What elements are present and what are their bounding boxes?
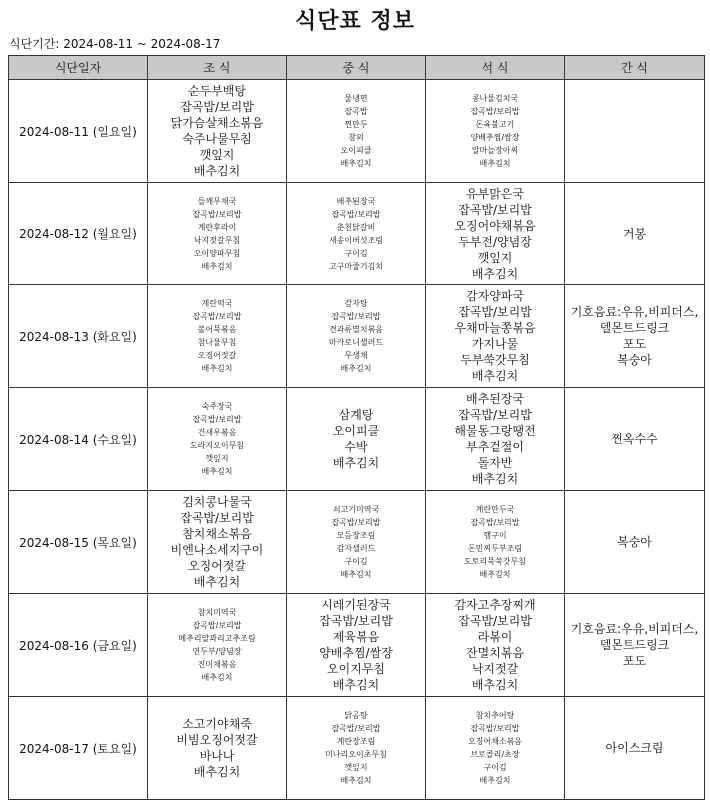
menu-item: 건새우볶음: [197, 428, 237, 437]
lunch-menu: [289, 407, 423, 471]
menu-item: 배추김치: [471, 472, 519, 486]
table-row: [9, 697, 705, 800]
lunch-menu: [289, 503, 423, 581]
menu-item: 숙주장국: [201, 402, 233, 411]
breakfast-cell: [148, 285, 287, 388]
page-title: 식단표 정보: [295, 9, 415, 34]
header-row: [9, 56, 705, 80]
menu-item: 계란떡국: [201, 299, 233, 308]
dinner-cell: [426, 491, 565, 594]
menu-item: 견과류멸치볶음: [328, 325, 384, 334]
dinner-menu: [428, 92, 562, 170]
header-date: 식단일자: [9, 56, 148, 80]
breakfast-menu: [150, 297, 284, 375]
menu-item: 제육볶음: [332, 630, 380, 644]
lunch-cell: [287, 285, 426, 388]
menu-item: 부추겉절이: [466, 440, 524, 454]
menu-item: 잡곡밥/보리밥: [192, 621, 242, 630]
menu-item: 쇠고기미역국: [332, 505, 380, 514]
menu-item: 배추된장국: [466, 392, 524, 406]
date-cell: 2024-08-17 (토요일): [9, 697, 148, 800]
menu-item: 도라지오이무침: [189, 441, 245, 450]
menu-item: 수박: [344, 440, 368, 454]
menu-item: 잡곡밥/보리밥: [458, 408, 532, 422]
menu-item: 진미채볶음: [197, 660, 237, 669]
menu-item: 잡곡밥/보리밥: [180, 100, 254, 114]
menu-item: 잡곡밥: [344, 107, 368, 116]
menu-item: 오징어채소볶음: [467, 737, 523, 746]
dinner-menu: [428, 391, 562, 487]
dinner-cell: [426, 697, 565, 800]
snack-item: 기호음료:우유,비피더스,: [570, 305, 699, 319]
breakfast-cell: [148, 594, 287, 697]
dinner-cell: [426, 388, 565, 491]
table-row: [9, 183, 705, 285]
menu-item: 물냉면: [344, 94, 368, 103]
lunch-menu: [289, 709, 423, 787]
meal-plan-table: [8, 55, 705, 800]
menu-item: 잡곡밥/보리밥: [331, 209, 381, 219]
snack-menu: [567, 431, 702, 447]
menu-item: 배추김치: [340, 364, 372, 373]
breakfast-menu: [150, 494, 284, 590]
snack-cell: [565, 388, 705, 491]
menu-item: 잡곡밥/보리밥: [192, 209, 242, 219]
lunch-cell: [287, 80, 426, 183]
menu-item: 두부쑥갓무침: [460, 353, 530, 367]
menu-item: 잡곡밥/보리밥: [458, 614, 532, 628]
menu-item: 배추김치: [471, 369, 519, 383]
menu-item: 들깨무채국: [197, 196, 237, 206]
menu-item: 참외: [348, 133, 364, 142]
menu-item: 콩나물김치국: [471, 94, 519, 103]
menu-item: 순두부백탕: [188, 84, 246, 98]
date-cell: 2024-08-13 (화요일): [9, 285, 148, 388]
snack-item: 포도: [622, 654, 647, 668]
table-row: [9, 491, 705, 594]
snack-menu: [567, 621, 702, 669]
menu-item: 오이피클: [340, 146, 372, 155]
snack-item: 기호음료:우유,비피더스,: [570, 622, 699, 636]
breakfast-menu: [150, 400, 284, 478]
menu-item: 오이피클: [332, 424, 380, 438]
menu-item: 계란만두국: [475, 505, 515, 514]
menu-item: 우채마늘쫑볶음: [454, 321, 536, 335]
menu-item: 연두부/양념장: [192, 647, 242, 656]
snack-item: 아이스크림: [605, 741, 664, 755]
menu-item: 유부맑은국: [466, 186, 524, 201]
menu-item: 감자고추장찌개: [454, 598, 536, 612]
menu-item: 메추리알꽈리고추조림: [178, 634, 256, 643]
dinner-menu: [428, 288, 562, 384]
dinner-cell: [426, 183, 565, 285]
header-dinner: 석 식: [426, 56, 565, 80]
menu-item: 잡곡밥/보리밥: [331, 724, 381, 733]
lunch-cell: [287, 388, 426, 491]
menu-item: 도토리묵쑥갓무침: [464, 557, 526, 566]
menu-item: 오징어젓갈: [197, 351, 237, 360]
menu-item: 두부전/양념장: [458, 234, 532, 249]
menu-item: 오징어젓갈: [188, 559, 246, 573]
menu-item: 참치채소볶음: [182, 527, 252, 541]
snack-cell: [565, 80, 705, 183]
table-body: [9, 80, 705, 800]
table-row: [9, 594, 705, 697]
snack-item: 델몬트드링크: [599, 321, 670, 335]
table-row: [9, 285, 705, 388]
snack-item: 포도: [622, 337, 647, 351]
snack-item: 복숭아: [617, 535, 652, 549]
snack-item: 복숭아: [617, 353, 652, 367]
dinner-menu: [428, 709, 562, 787]
menu-item: 오징어야채볶음: [454, 218, 536, 233]
menu-item: 깻잎지: [199, 148, 235, 162]
menu-item: 배추김치: [201, 673, 233, 682]
snack-item: 델몬트드링크: [599, 638, 670, 652]
menu-item: 감자양파국: [466, 289, 524, 303]
breakfast-menu: [150, 195, 284, 273]
menu-item: 비빔오징어젓갈: [176, 733, 258, 747]
date-cell: 2024-08-12 (월요일): [9, 183, 148, 285]
menu-item: 가지나물: [471, 337, 519, 351]
lunch-menu: [289, 195, 423, 273]
menu-item: 고구마줄기김치: [328, 261, 384, 271]
menu-item: 배추김치: [201, 261, 233, 271]
menu-item: 잡곡밥/보리밥: [470, 518, 520, 527]
menu-item: 배추된장국: [336, 196, 376, 206]
header-breakfast: 조 식: [148, 56, 287, 80]
menu-item: 닭가슴살채소볶음: [170, 116, 264, 130]
menu-item: 깻잎지: [205, 454, 229, 463]
date-cell: 2024-08-15 (목요일): [9, 491, 148, 594]
menu-item: 비엔나소세지구이: [170, 543, 264, 557]
header-lunch: 중 식: [287, 56, 426, 80]
date-cell: 2024-08-16 (금요일): [9, 594, 148, 697]
menu-item: 낙지젓갈: [471, 662, 519, 676]
menu-item: 오이지무침: [327, 662, 385, 676]
menu-item: 찐만두: [344, 120, 368, 129]
menu-item: 오이양파무침: [193, 248, 241, 258]
menu-item: 해물동그랑땡전: [454, 424, 536, 438]
menu-item: 삼계탕: [338, 408, 374, 422]
snack-menu: [567, 226, 702, 242]
menu-item: 춘천닭갈비: [336, 222, 376, 232]
menu-item: 소고기야채죽: [182, 717, 252, 731]
menu-item: 깻잎지: [344, 763, 368, 772]
breakfast-menu: [150, 83, 284, 179]
menu-item: 돌자반: [477, 456, 513, 470]
menu-item: 배추김치: [332, 456, 380, 470]
table-row: [9, 388, 705, 491]
menu-item: 잡곡밥/보리밥: [319, 614, 393, 628]
menu-item: 새송이버섯조림: [328, 235, 384, 245]
menu-item: 구이김: [344, 248, 368, 258]
breakfast-cell: [148, 388, 287, 491]
menu-item: 배추김치: [340, 159, 372, 168]
menu-item: 계란장조림: [336, 737, 376, 746]
menu-item: 감자샐러드: [336, 544, 376, 553]
menu-item: 돈육불고기: [475, 120, 515, 129]
snack-cell: [565, 285, 705, 388]
lunch-cell: [287, 697, 426, 800]
snack-item: 찐옥수수: [611, 432, 658, 446]
dinner-menu: [428, 503, 562, 581]
menu-item: 미나리오이초무침: [325, 750, 387, 759]
menu-item: 깻잎지: [477, 250, 513, 265]
menu-item: 배추김치: [479, 159, 511, 168]
menu-item: 알마늘장아찌: [471, 146, 519, 155]
menu-item: 배추김치: [471, 266, 519, 281]
menu-item: 배추김치: [471, 678, 519, 692]
breakfast-cell: [148, 80, 287, 183]
menu-item: 잡곡밥/보리밥: [458, 305, 532, 319]
breakfast-cell: [148, 183, 287, 285]
snack-cell: [565, 183, 705, 285]
menu-item: 배추김치: [193, 164, 241, 178]
menu-item: 잡곡밥/보리밥: [192, 415, 242, 424]
snack-menu: [567, 304, 702, 368]
snack-item: 거봉: [622, 226, 647, 241]
menu-item: 배추김치: [479, 570, 511, 579]
date-cell: 2024-08-11 (일요일): [9, 80, 148, 183]
lunch-menu: [289, 297, 423, 375]
dinner-menu: [428, 597, 562, 693]
snack-cell: [565, 491, 705, 594]
breakfast-cell: [148, 491, 287, 594]
menu-item: 참치추어탕: [475, 711, 515, 720]
menu-item: 김치콩나물국: [182, 495, 252, 509]
menu-item: 참치미역국: [197, 608, 237, 617]
menu-item: 잡곡밥/보리밥: [331, 312, 381, 321]
dinner-cell: [426, 80, 565, 183]
menu-item: 숙주나물무침: [182, 132, 252, 146]
menu-item: 돈민찌두부조림: [467, 544, 523, 553]
menu-item: 배추김치: [201, 467, 233, 476]
menu-item: 닭곰탕: [344, 711, 368, 720]
dinner-cell: [426, 594, 565, 697]
menu-item: 구이김: [344, 557, 368, 566]
snack-cell: [565, 697, 705, 800]
menu-item: 참나물무침: [197, 338, 237, 347]
lunch-cell: [287, 183, 426, 285]
menu-item: 잔멸치볶음: [466, 646, 524, 660]
lunch-cell: [287, 594, 426, 697]
menu-item: 잡곡밥/보리밥: [470, 724, 520, 733]
snack-menu: [567, 534, 702, 550]
menu-item: 배추김치: [340, 570, 372, 579]
menu-item: 잡곡밥/보리밥: [470, 107, 520, 116]
dinner-cell: [426, 285, 565, 388]
menu-item: 계란후라이: [197, 222, 237, 232]
menu-item: 배추김치: [332, 678, 380, 692]
lunch-menu: [289, 597, 423, 693]
breakfast-menu: [150, 716, 284, 780]
dinner-menu: [428, 186, 562, 282]
menu-item: 배추김치: [201, 364, 233, 373]
snack-cell: [565, 594, 705, 697]
menu-item: 배추김치: [193, 765, 241, 779]
menu-item: 마카로니샐러드: [328, 338, 384, 347]
date-cell: 2024-08-14 (수요일): [9, 388, 148, 491]
menu-item: 라볶이: [477, 630, 513, 644]
menu-item: 감자탕: [344, 299, 368, 308]
menu-item: 햄구이: [483, 531, 507, 540]
menu-item: 양배추찜/쌈장: [470, 133, 520, 142]
breakfast-menu: [150, 606, 284, 684]
meal-period: 식단기간: 2024-08-11 ~ 2024-08-17: [9, 37, 221, 51]
menu-item: 양배추찜/쌈장: [319, 646, 393, 660]
menu-item: 모듬장조림: [336, 531, 376, 540]
lunch-menu: [289, 92, 423, 170]
menu-item: 잡곡밥/보리밥: [458, 202, 532, 217]
table-row: [9, 80, 705, 183]
menu-item: 구이김: [483, 763, 507, 772]
lunch-cell: [287, 491, 426, 594]
menu-item: 낙지젓갈무침: [193, 235, 241, 245]
menu-item: 볼어묵볶음: [197, 325, 237, 334]
menu-item: 배추김치: [340, 776, 372, 785]
menu-item: 배추김치: [193, 575, 241, 589]
menu-item: 배추김치: [479, 776, 511, 785]
menu-item: 브로콜리/초장: [470, 750, 520, 759]
breakfast-cell: [148, 697, 287, 800]
menu-item: 바나나: [199, 749, 235, 763]
menu-item: 무생채: [344, 351, 368, 360]
menu-item: 시레기된장국: [321, 598, 391, 612]
header-snack: 간 식: [565, 56, 705, 80]
menu-item: 잡곡밥/보리밥: [331, 518, 381, 527]
snack-menu: [567, 740, 702, 756]
menu-item: 잡곡밥/보리밥: [192, 312, 242, 321]
menu-item: 잡곡밥/보리밥: [180, 511, 254, 525]
